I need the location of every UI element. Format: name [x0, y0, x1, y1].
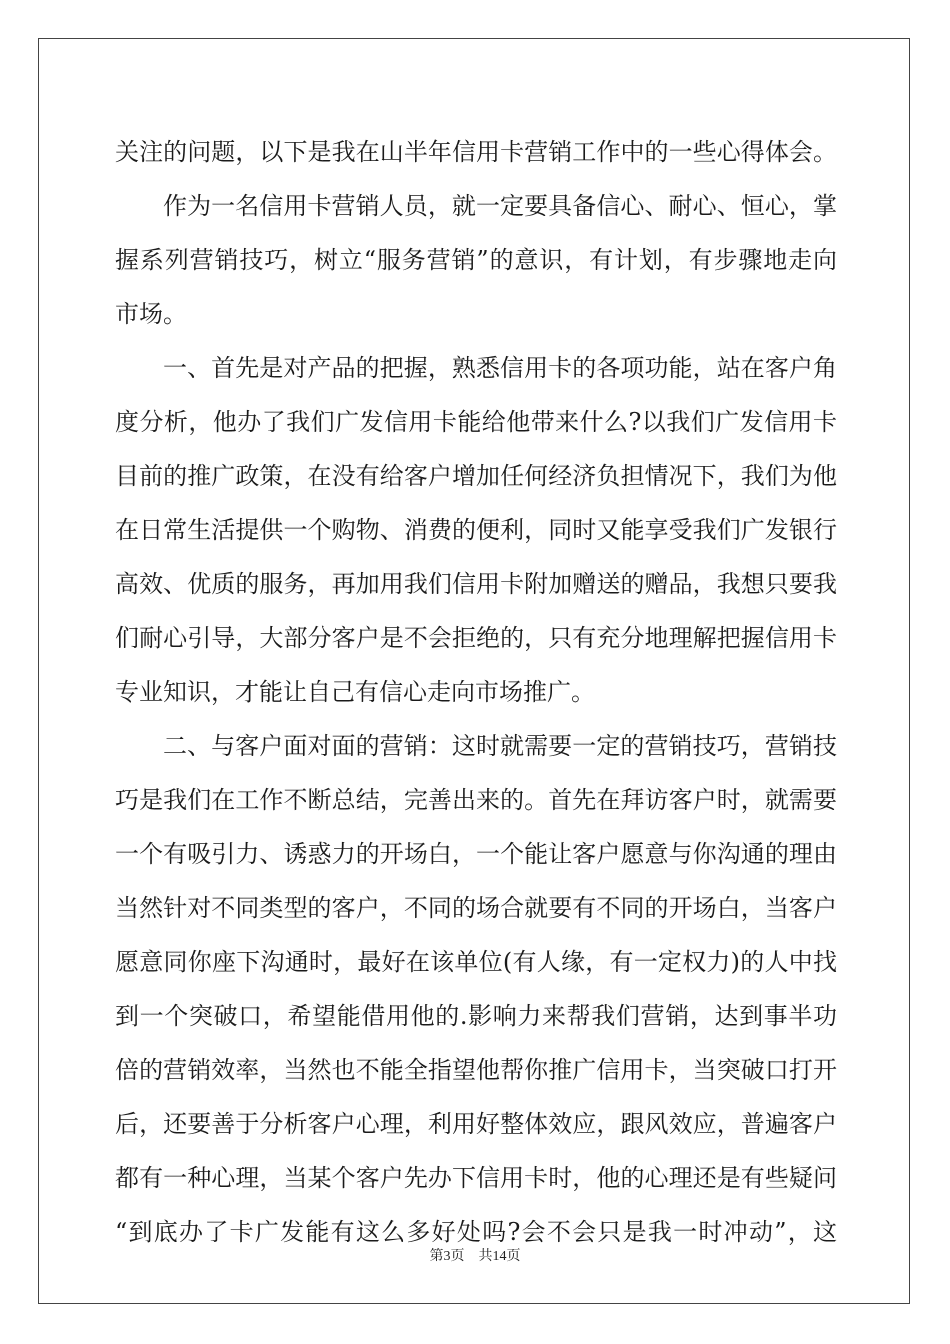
text-line: 关注的问题，以下是我在山半年信用卡营销工作中的一些心得体会。	[115, 138, 837, 166]
text-line: 们耐心引导，大部分客户是不会拒绝的，只有充分地理解把握信用卡	[115, 624, 837, 652]
text-line: 作为一名信用卡营销人员，就一定要具备信心、耐心、恒心，掌	[163, 192, 837, 220]
text-line: 度分析，他办了我们广发信用卡能给他带来什么?以我们广发信用卡	[115, 408, 837, 436]
text-line: 一、首先是对产品的把握，熟悉信用卡的各项功能，站在客户角	[163, 354, 837, 382]
text-line: 倍的营销效率，当然也不能全指望他帮你推广信用卡，当突破口打开	[115, 1056, 837, 1084]
text-line: 二、与客户面对面的营销：这时就需要一定的营销技巧，营销技	[163, 732, 837, 760]
text-line: “到底办了卡广发能有这么多好处吗?会不会只是我一时冲动”，这	[115, 1218, 837, 1246]
text-line: 一个有吸引力、诱惑力的开场白，一个能让客户愿意与你沟通的理由	[115, 840, 837, 868]
text-line: 巧是我们在工作不断总结，完善出来的。首先在拜访客户时，就需要	[115, 786, 837, 814]
text-line: 目前的推广政策，在没有给客户增加任何经济负担情况下，我们为他	[115, 462, 837, 490]
page-total: 共14页	[478, 1249, 521, 1264]
text-line: 愿意同你座下沟通时，最好在该单位(有人缘，有一定权力)的人中找	[115, 948, 837, 976]
text-line: 后，还要善于分析客户心理，利用好整体效应，跟风效应，普遍客户	[115, 1110, 837, 1138]
document-body	[115, 125, 837, 1259]
text-line: 在日常生活提供一个购物、消费的便利，同时又能享受我们广发银行	[115, 516, 837, 544]
page-number: 第3页	[429, 1249, 465, 1264]
text-line: 当然针对不同类型的客户，不同的场合就要有不同的开场白，当客户	[115, 894, 837, 922]
text-line: 到一个突破口，希望能借用他的.影响力来帮我们营销，达到事半功	[115, 1002, 837, 1030]
text-line: 高效、优质的服务，再加用我们信用卡附加赠送的赠品，我想只要我	[115, 570, 837, 598]
text-line: 都有一种心理，当某个客户先办下信用卡时，他的心理还是有些疑问	[115, 1164, 837, 1192]
text-line: 握系列营销技巧，树立“服务营销”的意识，有计划，有步骤地走向	[115, 246, 837, 274]
text-line: 市场。	[115, 300, 187, 328]
page-footer	[0, 1245, 950, 1265]
text-line: 专业知识，才能让自己有信心走向市场推广。	[115, 678, 595, 706]
